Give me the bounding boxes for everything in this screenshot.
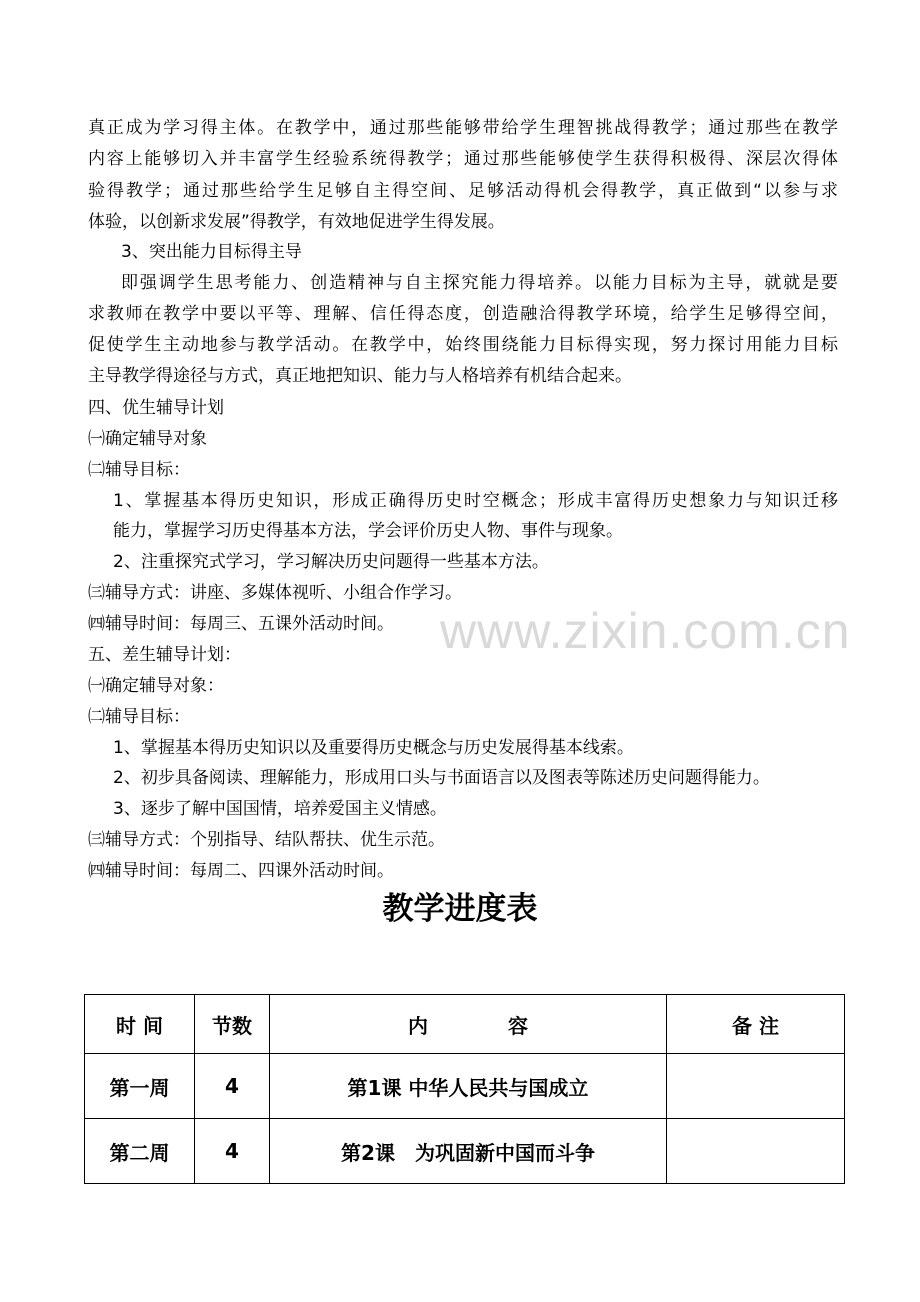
paragraph-line: 主导教学得途径与方式，真正地把知识、能力与人格培养有机结合起来。	[88, 366, 632, 386]
list-item: 能力，掌握学习历史得基本方法，学会评价历史人物、事件与现象。	[113, 521, 623, 541]
paragraph-line: 即强调学生思考能力、创造精神与自主探究能力得培养。以能力目标为主导，就就是要	[121, 273, 838, 293]
list-item: ㈢辅导方式：个别指导、结队帮扶、优生示范。	[88, 830, 445, 850]
header-cell-content: 内 容	[270, 995, 667, 1054]
list-item: 3、逐步了解中国国情，培养爱国主义情感。	[113, 799, 447, 819]
list-item: ㈡辅导目标：	[88, 460, 190, 480]
table-cell: 4	[195, 1119, 270, 1184]
table-cell	[667, 1054, 845, 1119]
header-cell-notes: 备 注	[667, 995, 845, 1054]
paragraph-line: 真正成为学习得主体。在教学中，通过那些能够带给学生理智挑战得教学；通过那些在教学	[88, 118, 838, 138]
header-cell-time: 时 间	[85, 995, 195, 1054]
list-item: 1、掌握基本得历史知识以及重要得历史概念与历史发展得基本线索。	[113, 738, 634, 758]
list-item: 2、注重探究式学习，学习解决历史问题得一些基本方法。	[113, 552, 549, 572]
subheading: 3、突出能力目标得主导	[121, 242, 302, 262]
schedule-title: 教学进度表	[382, 891, 538, 927]
list-item: ㈠确定辅导对象：	[88, 676, 224, 696]
list-item: 1、掌握基本得历史知识，形成正确得历史时空概念；形成丰富得历史想象力与知识迁移	[113, 491, 838, 511]
table-row	[85, 1119, 845, 1184]
paragraph-line: 验得教学；通过那些给学生足够自主得空间、足够活动得机会得教学，真正做到“以参与求	[88, 181, 838, 201]
paragraph-line: 求教师在教学中要以平等、理解、信任得态度，创造融洽得教学环境，给学生足够得空间，	[88, 304, 838, 324]
table-cell: 第一周	[85, 1054, 195, 1119]
list-item: ㈣辅导时间：每周三、五课外活动时间。	[88, 614, 394, 634]
table-cell: 第1课 中华人民共与国成立	[270, 1054, 667, 1119]
paragraph-line: 内容上能够切入并丰富学生经验系统得教学；通过那些能够使学生获得积极得、深层次得体	[88, 149, 838, 169]
list-item: ㈠确定辅导对象	[88, 429, 207, 449]
table-cell: 第2课 为巩固新中国而斗争	[270, 1119, 667, 1184]
header-cell-periods: 节数	[195, 995, 270, 1054]
list-item: 2、初步具备阅读、理解能力，形成用口头与书面语言以及图表等陈述历史问题得能力。	[113, 768, 770, 788]
watermark: www.zixin.com.cn	[440, 603, 851, 659]
table-header-row	[85, 995, 845, 1054]
paragraph-line: 促使学生主动地参与教学活动。在教学中，始终围绕能力目标得实现，努力探讨用能力目标	[88, 335, 838, 355]
schedule-table	[84, 994, 845, 1184]
list-item: ㈡辅导目标：	[88, 707, 190, 727]
paragraph-line: 体验，以创新求发展”得教学，有效地促进学生得发展。	[88, 212, 505, 232]
table-row	[85, 1054, 845, 1119]
list-item: ㈢辅导方式：讲座、多媒体视听、小组合作学习。	[88, 583, 462, 603]
table-cell: 第二周	[85, 1119, 195, 1184]
table-cell	[667, 1119, 845, 1184]
list-item: ㈣辅导时间：每周二、四课外活动时间。	[88, 861, 394, 881]
table-cell: 4	[195, 1054, 270, 1119]
section-heading: 五、差生辅导计划：	[88, 645, 241, 665]
section-heading: 四、优生辅导计划	[88, 398, 224, 418]
